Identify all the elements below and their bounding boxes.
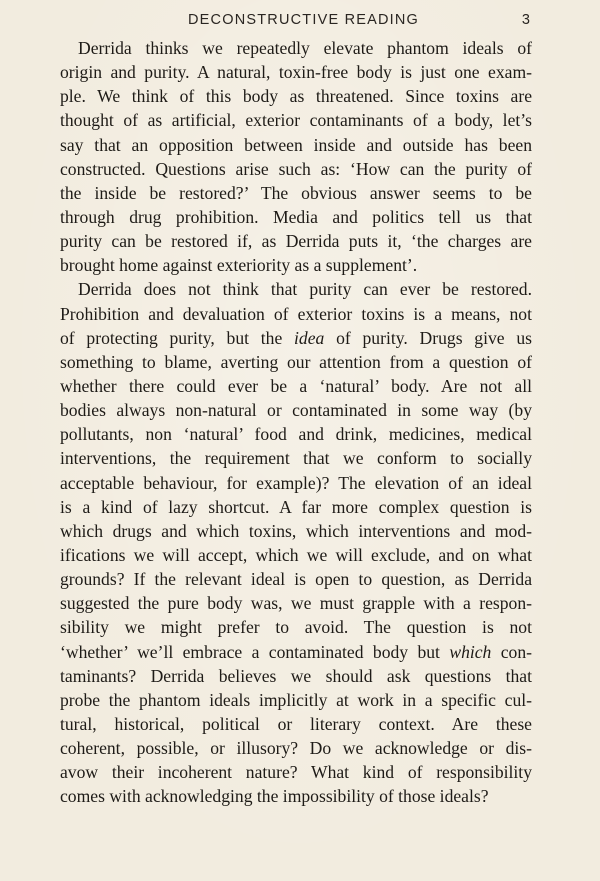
text-segment: acceptable behaviour, for example)? The elevation of an ideal [60,472,532,493]
text-segment: bodies always non-natural or contaminated in some way (by [60,400,532,421]
text-segment: interventions, the requirement that we conform to socially [60,448,532,469]
text-segment: of protecting purity, but the [60,327,295,348]
text-line [60,277,532,301]
text-segment: ‘whether’ we’ll embrace a contaminated body but [60,641,450,662]
text-line [60,60,532,84]
text-segment: purity can be restored if, as Derrida puts it, ‘the charges are [60,231,532,252]
running-head [60,12,530,34]
text-segment: con- [491,641,532,662]
text-segment: comes with acknowledging the impossibility of those ideals? [60,786,489,807]
text-line [60,591,532,615]
text-segment: Prohibition and devaluation of exterior toxins is a means, not [60,303,532,324]
text-line [60,326,532,350]
text-line [60,712,532,736]
text-segment: pollutants, non ‘natural’ food and drink, medicines, medical [60,424,532,445]
text-segment: say that an opposition between inside and outside has been [60,134,532,155]
text-line [60,157,532,181]
text-segment: is a kind of lazy shortcut. A far more complex question is [60,496,532,517]
paragraph-1 [60,36,532,277]
text-line [60,446,532,470]
text-line [60,181,532,205]
text-segment: something to blame, averting our attention from a question of [60,351,532,372]
text-segment: constructed. Questions arise such as: ‘How can the purity of [60,158,532,179]
text-segment: coherent, possible, or illusory? Do we acknowledge or dis- [60,738,532,759]
text-segment: Derrida does not think that purity can ever be restored. [78,279,532,300]
text-line [60,495,532,519]
text-segment: taminants? Derrida believes we should ask questions that [60,665,532,686]
text-segment: whether there could ever be a ‘natural’ body. Are not all [60,375,532,396]
text-line [60,784,532,808]
text-line [60,567,532,591]
text-line [60,398,532,422]
italic-emphasis: idea [294,327,325,348]
text-segment: probe the phantom ideals implicitly at work in a specific cul- [60,689,532,710]
text-segment: tural, historical, political or literary context. Are these [60,713,532,734]
paragraph-2 [60,277,532,808]
text-line [60,374,532,398]
text-segment: which drugs and which toxins, which interventions and mod- [60,520,532,541]
text-segment: brought home against exteriority as a supplement’. [60,255,418,276]
text-segment: of purity. Drugs give us [324,327,532,348]
text-segment: avow their incoherent nature? What kind of responsibility [60,762,532,783]
text-line [60,688,532,712]
running-title: DECONSTRUCTIVE READING [188,12,420,28]
text-line [60,253,532,277]
text-line [60,350,532,374]
text-segment: sibility we might prefer to avoid. The question is not [60,617,532,638]
text-line [60,760,532,784]
text-line [60,640,532,664]
text-segment: thought of as artificial, exterior contaminants of a body, let’s [60,110,532,131]
text-line [60,422,532,446]
text-line [60,84,532,108]
text-line [60,36,532,60]
text-segment: suggested the pure body was, we must grapple with a respon- [60,593,532,614]
text-segment: ifications we will accept, which we will exclude, and on what [60,544,532,565]
body-text [60,36,532,809]
text-line [60,736,532,760]
text-segment: Derrida thinks we repeatedly elevate phantom ideals of [78,38,532,58]
text-line [60,302,532,326]
text-segment: ple. We think of this body as threatened. Since toxins are [60,86,532,107]
text-line [60,615,532,639]
text-line [60,519,532,543]
text-segment: origin and purity. A natural, toxin-free body is just one exam- [60,62,532,83]
text-segment: grounds? If the relevant ideal is open to question, as Derrida [60,569,532,590]
text-line [60,229,532,253]
text-line [60,543,532,567]
page-number: 3 [521,12,530,28]
text-line [60,471,532,495]
text-segment: through drug prohibition. Media and politics tell us that [60,206,532,227]
text-line [60,133,532,157]
text-line [60,664,532,688]
text-line [60,108,532,132]
text-line [60,205,532,229]
text-segment: the inside be restored?’ The obvious answer seems to be [60,182,532,203]
italic-emphasis: which [449,641,492,662]
